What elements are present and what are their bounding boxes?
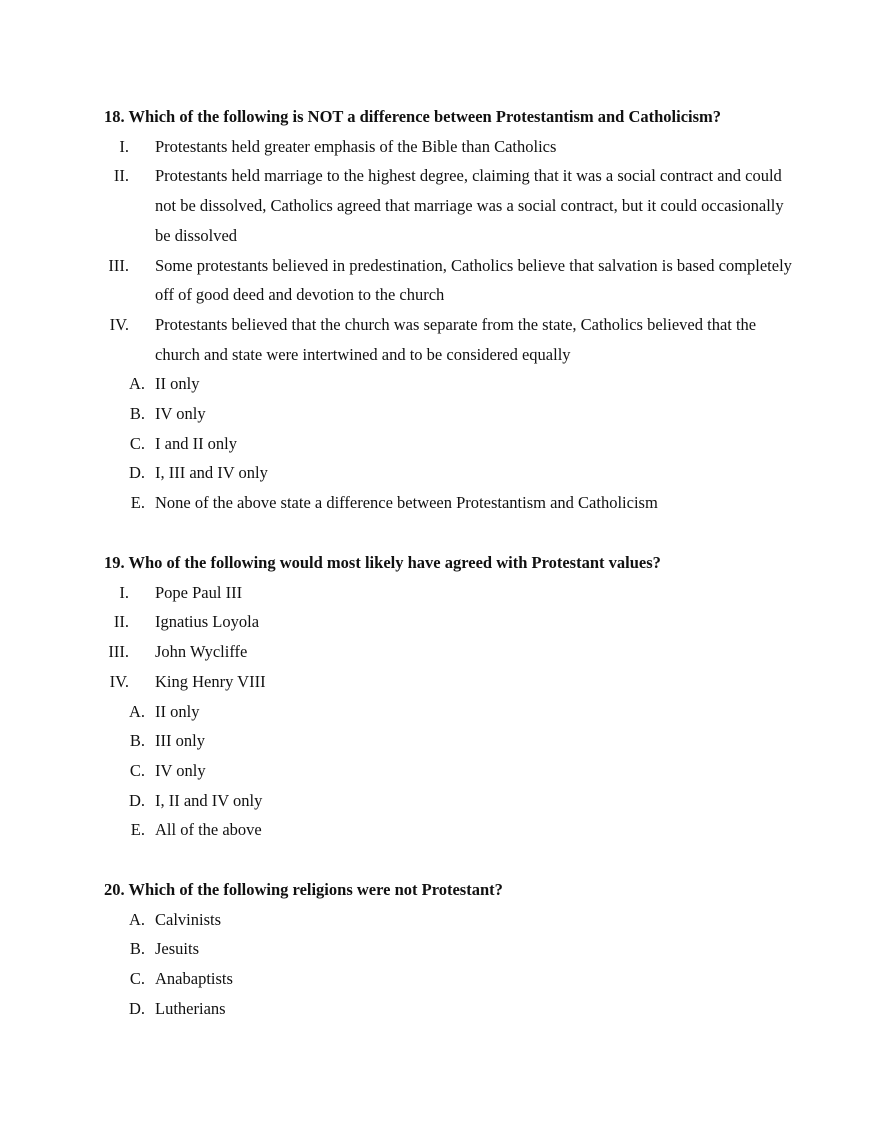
choice-letter: A. xyxy=(128,701,145,721)
answer-choice xyxy=(104,786,794,816)
question-title: 20. Which of the following religions were not Protestant? xyxy=(104,880,503,899)
choice-letter: C. xyxy=(129,760,145,780)
answer-choice xyxy=(104,905,794,935)
choice-text: II only xyxy=(155,374,200,394)
question-title: 18. Which of the following is NOT a difference between Protestantism and Catholicism? xyxy=(104,107,722,126)
choice-letter: E. xyxy=(130,493,145,513)
answer-choice xyxy=(104,934,794,964)
choice-text: I and II only xyxy=(155,433,238,453)
statement-text: John Wycliffe xyxy=(155,642,248,662)
roman-numeral: I. xyxy=(119,136,129,156)
choice-letter: D. xyxy=(128,463,145,483)
answer-choice xyxy=(104,369,794,399)
choice-text: III only xyxy=(155,731,205,751)
statement-text: Protestants held greater emphasis of the Bible than Catholics xyxy=(155,136,557,156)
choice-text: Calvinists xyxy=(155,909,222,929)
statement-item xyxy=(104,607,794,637)
statement-text: Protestants held marriage to the highest degree, claiming that it was a social contract and could not be dissolved, Catholics agreed that marriage was a social contract, but it could occasionally be dissolved xyxy=(155,166,784,245)
statement-item xyxy=(104,310,794,369)
statement-item xyxy=(104,161,794,250)
statement-item xyxy=(104,132,794,162)
choice-letter: A. xyxy=(128,909,145,929)
statement-text: Ignatius Loyola xyxy=(155,612,260,632)
answer-choice xyxy=(104,697,794,727)
choice-text: All of the above xyxy=(155,820,262,840)
roman-numeral: II. xyxy=(113,166,129,186)
statement-item xyxy=(104,667,794,697)
choice-letter: B. xyxy=(129,731,145,751)
statement-text: Protestants believed that the church was separate from the state, Catholics believed that the church and state were intertwined and to be considered equally xyxy=(155,314,757,364)
question-20 xyxy=(104,875,794,1024)
choice-letter: A. xyxy=(128,374,145,394)
choice-letter: D. xyxy=(128,790,145,810)
choice-letter: B. xyxy=(129,404,145,424)
roman-numeral: III. xyxy=(108,255,129,275)
roman-numeral: III. xyxy=(108,642,129,662)
statement-item xyxy=(104,578,794,608)
choice-text: IV only xyxy=(155,760,206,780)
choice-text: IV only xyxy=(155,404,206,424)
choice-letter: C. xyxy=(129,433,145,453)
statement-text: Pope Paul III xyxy=(155,582,243,602)
statement-text: King Henry VIII xyxy=(155,671,266,691)
answer-choice xyxy=(104,964,794,994)
choice-letter: E. xyxy=(130,820,145,840)
statement-text: Some protestants believed in predestination, Catholics believe that salvation is based completely off of good deed and devotion to the church xyxy=(155,255,792,305)
choice-text: Lutherians xyxy=(155,998,226,1018)
choice-text: I, II and IV only xyxy=(155,790,263,810)
statement-item xyxy=(104,637,794,667)
choice-letter: D. xyxy=(128,998,145,1018)
answer-choice xyxy=(104,726,794,756)
choice-text: None of the above state a difference between Protestantism and Catholicism xyxy=(155,493,658,513)
answer-choice xyxy=(104,399,794,429)
roman-numeral: IV. xyxy=(109,671,129,691)
answer-choice xyxy=(104,994,794,1024)
question-title: 19. Who of the following would most likely have agreed with Protestant values? xyxy=(104,553,661,572)
choice-text: II only xyxy=(155,701,200,721)
roman-numeral: II. xyxy=(113,612,129,632)
choice-text: Jesuits xyxy=(155,939,200,959)
question-19 xyxy=(104,548,794,845)
question-18 xyxy=(104,102,794,518)
answer-choice xyxy=(104,429,794,459)
choice-letter: C. xyxy=(129,969,145,989)
choice-text: Anabaptists xyxy=(155,969,233,989)
roman-numeral: I. xyxy=(119,582,129,602)
roman-numeral: IV. xyxy=(109,314,129,334)
choice-letter: B. xyxy=(129,939,145,959)
choice-text: I, III and IV only xyxy=(155,463,268,483)
answer-choice xyxy=(104,815,794,845)
answer-choice xyxy=(104,458,794,488)
answer-choice xyxy=(104,488,794,518)
answer-choice xyxy=(104,756,794,786)
statement-item xyxy=(104,251,794,310)
